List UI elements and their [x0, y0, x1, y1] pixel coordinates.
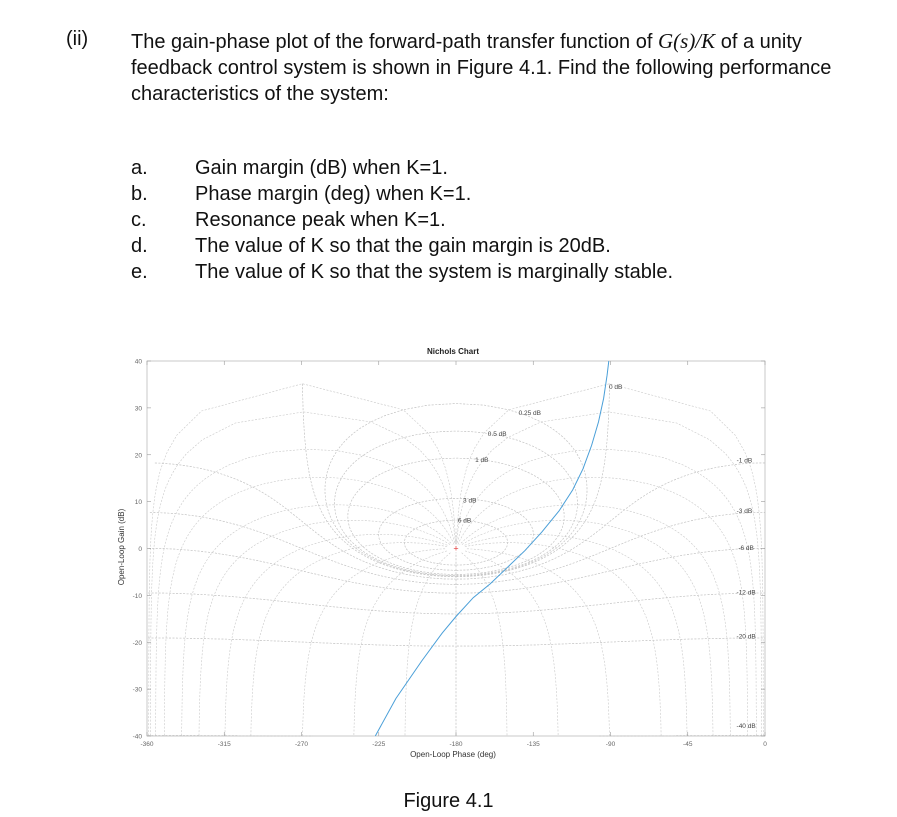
contour-label: -1 dB: [736, 457, 753, 465]
x-tick-label: 0: [763, 741, 767, 748]
m-contour: [155, 463, 459, 579]
y-axis-label: Open-Loop Gain (dB): [117, 508, 126, 586]
part-text: Resonance peak when K=1.: [195, 209, 446, 231]
contour-label: -40 dB: [736, 723, 756, 731]
n-contour: [182, 505, 453, 736]
part-label: e.: [131, 261, 148, 283]
n-contour: [456, 409, 761, 736]
intro-text-start: The gain-phase plot of the forward-path transfer function of: [131, 31, 658, 53]
m-contour: [150, 513, 459, 585]
y-tick-label: 10: [134, 499, 142, 507]
part-text: Gain margin (dB) when K=1.: [195, 157, 448, 179]
contour-label: 0.5 dB: [487, 431, 507, 438]
m-contour: [457, 593, 765, 614]
y-tick-label: 0: [138, 546, 142, 553]
x-tick-label: -180: [449, 741, 463, 748]
x-tick-label: -225: [372, 741, 386, 748]
m-contour: [457, 463, 766, 579]
contour-label: 0.25 dB: [518, 409, 542, 417]
intro-text-end: of a unity feedback control system is shown in Figure 4.1. Find the following performance characteristics of the system:: [131, 31, 832, 105]
question-number: (ii): [66, 28, 89, 50]
part-label: c.: [131, 209, 147, 231]
contour-label: -12 dB: [736, 589, 756, 597]
contour-label: 3 dB: [463, 497, 477, 505]
m-contour: [457, 512, 766, 584]
x-axis-label: Open-Loop Phase (deg): [410, 750, 496, 759]
part-label: b.: [131, 183, 148, 205]
part-label: d.: [131, 235, 148, 257]
part-text: The value of K so that the system is marginally stable.: [195, 261, 673, 283]
x-tick-label: -45: [683, 741, 693, 748]
contour-label: -6 dB: [738, 544, 754, 552]
chart-title: Nichols Chart: [426, 347, 480, 356]
critical-point-marker: +: [453, 543, 459, 554]
n-contour: [251, 543, 447, 736]
n-contour: [156, 449, 455, 735]
m-contour: [335, 431, 578, 575]
n-contour: [461, 552, 508, 735]
y-tick-label: 30: [134, 405, 142, 413]
m-contour: [148, 638, 455, 646]
n-contour: [303, 549, 447, 736]
m-contour: [148, 593, 455, 614]
y-tick-label: -20: [132, 639, 142, 647]
x-tick-label: -90: [605, 741, 616, 748]
nichols-chart: [0, 330, 897, 770]
m-contour: [457, 638, 765, 646]
transfer-function-math: G(s)/K: [657, 29, 716, 53]
y-tick-label: 20: [134, 452, 142, 460]
n-contour: [464, 534, 688, 735]
n-contour: [164, 477, 454, 735]
n-contour: [151, 412, 459, 736]
n-contour: [458, 477, 748, 735]
m-contour: [155, 463, 459, 579]
n-contour: [457, 505, 731, 736]
contour-label: 1 dB: [475, 456, 489, 464]
x-tick-label: -315: [217, 741, 231, 748]
y-tick-label: -30: [132, 686, 142, 694]
m-contour: [348, 458, 564, 574]
m-contour: [302, 384, 455, 577]
m-contour: [302, 384, 455, 577]
contour-label: 0 dB: [608, 384, 623, 392]
y-tick-label: -10: [132, 592, 142, 600]
y-tick-label: 40: [134, 358, 142, 366]
chart-grid: [148, 384, 765, 736]
contour-label: -3 dB: [736, 507, 753, 515]
contour-label: -20 dB: [736, 633, 756, 641]
n-contour: [466, 549, 610, 736]
part-text: Phase margin (deg) when K=1.: [195, 183, 472, 205]
n-contour: [457, 449, 756, 735]
chart-labels: [458, 384, 756, 730]
x-tick-label: -135: [526, 741, 540, 748]
n-contour: [465, 543, 661, 736]
m-contour: [457, 512, 766, 584]
contour-label: 6 dB: [457, 517, 472, 525]
figure-caption: Figure 4.1: [403, 790, 494, 812]
x-tick-label: -270: [294, 741, 309, 748]
n-contour: [405, 552, 452, 735]
y-tick-label: -40: [132, 733, 142, 741]
m-contour: [335, 431, 578, 575]
x-tick-label: -360: [140, 741, 154, 748]
m-contour: [150, 513, 459, 585]
m-contour: [148, 638, 455, 646]
question-intro: [131, 28, 851, 107]
part-label: a.: [131, 157, 148, 179]
m-contour: [348, 458, 564, 574]
part-text: The value of K so that the gain margin is 20dB.: [195, 235, 611, 257]
